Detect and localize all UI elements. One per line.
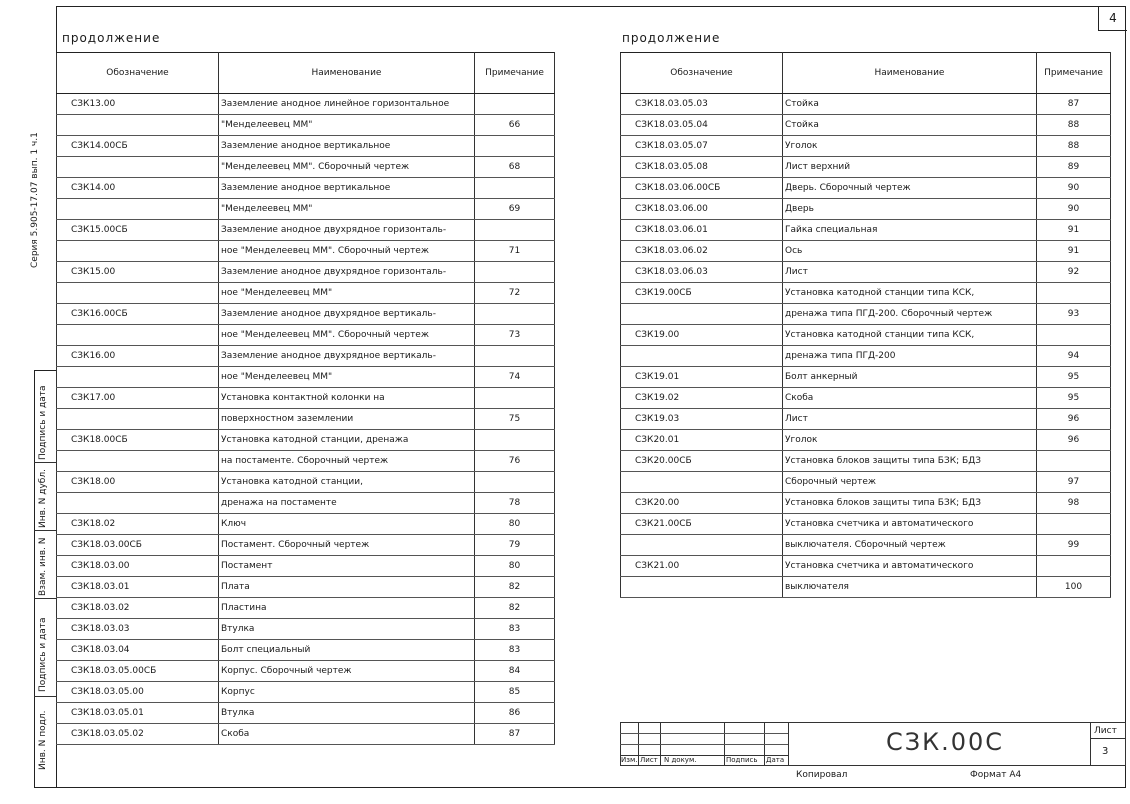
left-spec-table xyxy=(56,52,555,745)
stamp-sheet-label: Лист xyxy=(1094,726,1117,736)
row-name: Скоба xyxy=(783,388,1037,409)
table-row xyxy=(57,556,555,577)
row-name: Втулка xyxy=(219,703,475,724)
row-name: выключателя xyxy=(783,577,1037,598)
row-code: СЗК18.03.05.00СБ xyxy=(57,661,219,682)
side-divider-1 xyxy=(34,462,56,463)
row-code xyxy=(621,304,783,325)
row-name: Заземление анодное двухрядное горизонталь- xyxy=(219,220,475,241)
row-code: СЗК18.02 xyxy=(57,514,219,535)
row-note: 79 xyxy=(475,535,555,556)
row-note: 73 xyxy=(475,325,555,346)
row-note xyxy=(1037,325,1111,346)
row-code xyxy=(57,241,219,262)
row-code: СЗК18.03.00СБ xyxy=(57,535,219,556)
row-note xyxy=(475,388,555,409)
row-note: 88 xyxy=(1037,136,1111,157)
row-note: 78 xyxy=(475,493,555,514)
stamp-copied: Копировал xyxy=(796,770,848,780)
side-sign-date-1: Подпись и дата xyxy=(38,385,48,460)
table-row xyxy=(57,703,555,724)
row-note: 95 xyxy=(1037,367,1111,388)
row-code: СЗК16.00СБ xyxy=(57,304,219,325)
row-note: 74 xyxy=(475,367,555,388)
row-name: Лист xyxy=(783,409,1037,430)
table-row xyxy=(57,619,555,640)
row-code: СЗК16.00 xyxy=(57,346,219,367)
row-name: Корпус xyxy=(219,682,475,703)
row-code: СЗК18.03.06.03 xyxy=(621,262,783,283)
row-note: 75 xyxy=(475,409,555,430)
table-row xyxy=(57,325,555,346)
row-note: 86 xyxy=(475,703,555,724)
row-code xyxy=(57,325,219,346)
row-note: 68 xyxy=(475,157,555,178)
row-note: 100 xyxy=(1037,577,1111,598)
row-note xyxy=(1037,451,1111,472)
row-note xyxy=(475,178,555,199)
table-row xyxy=(621,577,1111,598)
row-name: Болт анкерный xyxy=(783,367,1037,388)
row-name: дренажа на постаменте xyxy=(219,493,475,514)
table-row xyxy=(57,724,555,745)
row-note: 85 xyxy=(475,682,555,703)
table-row xyxy=(621,94,1111,115)
table-row xyxy=(57,577,555,598)
right-title: продолжение xyxy=(622,31,721,45)
row-code: СЗК18.03.06.02 xyxy=(621,241,783,262)
row-name: Установка блоков защиты типа БЗК; БДЗ xyxy=(783,451,1037,472)
row-note: 82 xyxy=(475,577,555,598)
row-code: СЗК18.03.06.00 xyxy=(621,199,783,220)
row-code: СЗК18.03.02 xyxy=(57,598,219,619)
table-row xyxy=(57,682,555,703)
row-code: СЗК18.03.03 xyxy=(57,619,219,640)
stamp-col-izm: Изм. xyxy=(621,756,638,764)
left-table-body xyxy=(57,94,555,745)
right-header-designation: Обозначение xyxy=(621,53,783,94)
page-number: 4 xyxy=(1098,6,1127,31)
table-row xyxy=(57,241,555,262)
row-code: СЗК15.00 xyxy=(57,262,219,283)
row-note: 90 xyxy=(1037,178,1111,199)
row-note: 99 xyxy=(1037,535,1111,556)
table-row xyxy=(57,178,555,199)
side-vzam-inv: Взам. инв. N xyxy=(38,537,48,596)
row-code: СЗК19.00СБ xyxy=(621,283,783,304)
table-row xyxy=(621,178,1111,199)
table-row xyxy=(57,472,555,493)
table-row xyxy=(57,157,555,178)
row-note: 87 xyxy=(475,724,555,745)
table-row xyxy=(621,241,1111,262)
row-name: Установка контактной колонки на xyxy=(219,388,475,409)
table-row xyxy=(57,136,555,157)
row-code xyxy=(57,115,219,136)
table-row xyxy=(621,136,1111,157)
table-row xyxy=(57,304,555,325)
right-spec-table xyxy=(620,52,1111,598)
row-note xyxy=(475,472,555,493)
table-row xyxy=(57,367,555,388)
left-header-designation: Обозначение xyxy=(57,53,219,94)
row-note: 80 xyxy=(475,514,555,535)
row-name: Установка катодной станции, xyxy=(219,472,475,493)
row-note: 89 xyxy=(1037,157,1111,178)
row-name: Заземление анодное линейное горизонтальное xyxy=(219,94,475,115)
table-row xyxy=(57,598,555,619)
table-row xyxy=(621,556,1111,577)
row-note xyxy=(475,304,555,325)
row-note: 83 xyxy=(475,640,555,661)
left-header-note: Примечание xyxy=(475,53,555,94)
row-name: Заземление анодное вертикальное xyxy=(219,178,475,199)
row-name: ное "Менделеевец ММ" xyxy=(219,367,475,388)
table-row xyxy=(621,367,1111,388)
row-name: Стойка xyxy=(783,94,1037,115)
stamp-sheet-number: 3 xyxy=(1102,746,1109,757)
row-name: Установка блоков защиты типа БЗК; БДЗ xyxy=(783,493,1037,514)
table-row xyxy=(621,451,1111,472)
row-note: 69 xyxy=(475,199,555,220)
table-row xyxy=(621,430,1111,451)
row-note: 94 xyxy=(1037,346,1111,367)
table-row xyxy=(621,262,1111,283)
row-name: Ключ xyxy=(219,514,475,535)
row-name: Гайка специальная xyxy=(783,220,1037,241)
row-note xyxy=(475,262,555,283)
row-code xyxy=(57,409,219,430)
table-row xyxy=(57,388,555,409)
row-note: 95 xyxy=(1037,388,1111,409)
table-row xyxy=(621,220,1111,241)
stamp-sheet-divider xyxy=(1090,722,1091,766)
row-code xyxy=(621,577,783,598)
table-row xyxy=(621,115,1111,136)
row-note xyxy=(475,136,555,157)
table-row xyxy=(57,283,555,304)
right-header-name: Наименование xyxy=(783,53,1037,94)
side-divider-4 xyxy=(34,696,56,697)
row-code: СЗК18.03.06.01 xyxy=(621,220,783,241)
row-name: Установка счетчика и автоматического xyxy=(783,556,1037,577)
row-name: "Менделеевец ММ". Сборочный чертеж xyxy=(219,157,475,178)
row-note xyxy=(1037,283,1111,304)
row-name: Заземление анодное двухрядное горизонталь- xyxy=(219,262,475,283)
row-code: СЗК18.03.05.08 xyxy=(621,157,783,178)
row-code: СЗК18.03.06.00СБ xyxy=(621,178,783,199)
row-note: 92 xyxy=(1037,262,1111,283)
row-note: 80 xyxy=(475,556,555,577)
right-header-note: Примечание xyxy=(1037,53,1111,94)
row-note: 84 xyxy=(475,661,555,682)
stamp-format: Формат А4 xyxy=(970,770,1022,780)
row-code: СЗК18.00 xyxy=(57,472,219,493)
row-code: СЗК18.00СБ xyxy=(57,430,219,451)
row-note: 76 xyxy=(475,451,555,472)
row-name: Стойка xyxy=(783,115,1037,136)
row-note: 88 xyxy=(1037,115,1111,136)
row-name: Установка счетчика и автоматического xyxy=(783,514,1037,535)
table-row xyxy=(57,199,555,220)
stamp-designation: СЗК.00С xyxy=(885,728,1005,756)
row-name: Уголок xyxy=(783,430,1037,451)
row-note xyxy=(475,430,555,451)
row-code: СЗК17.00 xyxy=(57,388,219,409)
row-note xyxy=(475,94,555,115)
table-row xyxy=(621,283,1111,304)
table-row xyxy=(57,535,555,556)
row-name: Установка катодной станции типа КСК, xyxy=(783,283,1037,304)
table-row xyxy=(57,493,555,514)
table-row xyxy=(57,451,555,472)
table-row xyxy=(621,199,1111,220)
row-code: СЗК19.02 xyxy=(621,388,783,409)
table-row xyxy=(57,346,555,367)
row-note: 96 xyxy=(1037,409,1111,430)
row-name: ное "Менделеевец ММ". Сборочный чертеж xyxy=(219,241,475,262)
table-row xyxy=(621,514,1111,535)
table-row xyxy=(621,304,1111,325)
row-code: СЗК18.03.05.00 xyxy=(57,682,219,703)
row-code: СЗК19.01 xyxy=(621,367,783,388)
row-note: 66 xyxy=(475,115,555,136)
row-name: Пластина xyxy=(219,598,475,619)
row-code: СЗК18.03.05.04 xyxy=(621,115,783,136)
row-name: Корпус. Сборочный чертеж xyxy=(219,661,475,682)
row-code: СЗК13.00 xyxy=(57,94,219,115)
table-row xyxy=(621,346,1111,367)
row-note: 91 xyxy=(1037,241,1111,262)
row-code: СЗК18.03.04 xyxy=(57,640,219,661)
side-inv-podl: Инв. N подл. xyxy=(38,710,48,770)
table-row xyxy=(57,220,555,241)
table-row xyxy=(57,262,555,283)
row-note xyxy=(475,346,555,367)
row-note xyxy=(1037,556,1111,577)
left-title: продолжение xyxy=(62,31,161,45)
row-note: 83 xyxy=(475,619,555,640)
row-note: 82 xyxy=(475,598,555,619)
row-code xyxy=(621,535,783,556)
row-name: дренажа типа ПГД-200. Сборочный чертеж xyxy=(783,304,1037,325)
row-name: Втулка xyxy=(219,619,475,640)
row-name: Установка катодной станции типа КСК, xyxy=(783,325,1037,346)
row-name: ное "Менделеевец ММ". Сборочный чертеж xyxy=(219,325,475,346)
row-code: СЗК20.00 xyxy=(621,493,783,514)
stamp-col-date: Дата xyxy=(766,756,785,764)
row-code xyxy=(621,472,783,493)
table-row xyxy=(57,514,555,535)
row-note: 71 xyxy=(475,241,555,262)
table-row xyxy=(621,409,1111,430)
row-note: 93 xyxy=(1037,304,1111,325)
table-row xyxy=(621,157,1111,178)
row-code xyxy=(57,199,219,220)
stamp-col-sign: Подпись xyxy=(726,756,758,764)
row-name: Заземление анодное вертикальное xyxy=(219,136,475,157)
row-name: Ось xyxy=(783,241,1037,262)
table-row xyxy=(621,472,1111,493)
row-name: Дверь. Сборочный чертеж xyxy=(783,178,1037,199)
row-name: Лист xyxy=(783,262,1037,283)
right-table-body xyxy=(621,94,1111,598)
stamp-col-doc: N докум. xyxy=(664,756,697,764)
stamp-sheet-hline xyxy=(1090,738,1126,739)
row-note: 87 xyxy=(1037,94,1111,115)
row-code: СЗК19.03 xyxy=(621,409,783,430)
side-divider-3 xyxy=(34,598,56,599)
row-name: Болт специальный xyxy=(219,640,475,661)
side-inv-dubl: Инв. N дубл. xyxy=(38,469,48,528)
row-note: 97 xyxy=(1037,472,1111,493)
row-name: Плата xyxy=(219,577,475,598)
side-sign-date-2: Подпись и дата xyxy=(38,617,48,692)
row-note: 91 xyxy=(1037,220,1111,241)
row-name: Дверь xyxy=(783,199,1037,220)
row-code xyxy=(57,367,219,388)
table-row xyxy=(57,94,555,115)
row-name: поверхностном заземлении xyxy=(219,409,475,430)
row-code xyxy=(57,283,219,304)
table-row xyxy=(57,115,555,136)
row-name: Установка катодной станции, дренажа xyxy=(219,430,475,451)
row-note: 98 xyxy=(1037,493,1111,514)
table-row xyxy=(621,535,1111,556)
row-code: СЗК20.01 xyxy=(621,430,783,451)
table-row xyxy=(621,493,1111,514)
series-label: Серия 5.905-17.07 вып. 1 ч.1 xyxy=(30,132,40,268)
row-note: 96 xyxy=(1037,430,1111,451)
row-code xyxy=(57,451,219,472)
row-name: Уголок xyxy=(783,136,1037,157)
row-code: СЗК18.03.05.07 xyxy=(621,136,783,157)
row-name: Лист верхний xyxy=(783,157,1037,178)
row-code xyxy=(57,157,219,178)
row-code: СЗК18.03.00 xyxy=(57,556,219,577)
row-code: СЗК14.00СБ xyxy=(57,136,219,157)
table-row xyxy=(621,388,1111,409)
row-code: СЗК18.03.01 xyxy=(57,577,219,598)
row-name: дренажа типа ПГД-200 xyxy=(783,346,1037,367)
row-name: на постаменте. Сборочный чертеж xyxy=(219,451,475,472)
row-code: СЗК15.00СБ xyxy=(57,220,219,241)
row-name: выключателя. Сборочный чертеж xyxy=(783,535,1037,556)
row-name: Постамент xyxy=(219,556,475,577)
row-note: 72 xyxy=(475,283,555,304)
row-code: СЗК18.03.05.02 xyxy=(57,724,219,745)
row-name: Постамент. Сборочный чертеж xyxy=(219,535,475,556)
row-name: Сборочный чертеж xyxy=(783,472,1037,493)
row-name: Скоба xyxy=(219,724,475,745)
row-name: Заземление анодное двухрядное вертикаль- xyxy=(219,346,475,367)
row-name: "Менделеевец ММ" xyxy=(219,115,475,136)
row-code: СЗК19.00 xyxy=(621,325,783,346)
row-code: СЗК18.03.05.01 xyxy=(57,703,219,724)
row-code: СЗК14.00 xyxy=(57,178,219,199)
row-name: Заземление анодное двухрядное вертикаль- xyxy=(219,304,475,325)
row-note: 90 xyxy=(1037,199,1111,220)
table-row xyxy=(621,325,1111,346)
left-header-name: Наименование xyxy=(219,53,475,94)
row-code: СЗК20.00СБ xyxy=(621,451,783,472)
side-divider-2 xyxy=(34,530,56,531)
table-row xyxy=(57,640,555,661)
row-code: СЗК18.03.05.03 xyxy=(621,94,783,115)
table-row xyxy=(57,430,555,451)
row-code xyxy=(57,493,219,514)
row-name: "Менделеевец ММ" xyxy=(219,199,475,220)
row-note xyxy=(475,220,555,241)
table-row xyxy=(57,661,555,682)
table-row xyxy=(57,409,555,430)
row-name: ное "Менделеевец ММ" xyxy=(219,283,475,304)
row-code: СЗК21.00СБ xyxy=(621,514,783,535)
row-code: СЗК21.00 xyxy=(621,556,783,577)
row-code xyxy=(621,346,783,367)
stamp-col-list: Лист xyxy=(640,756,658,764)
row-note xyxy=(1037,514,1111,535)
